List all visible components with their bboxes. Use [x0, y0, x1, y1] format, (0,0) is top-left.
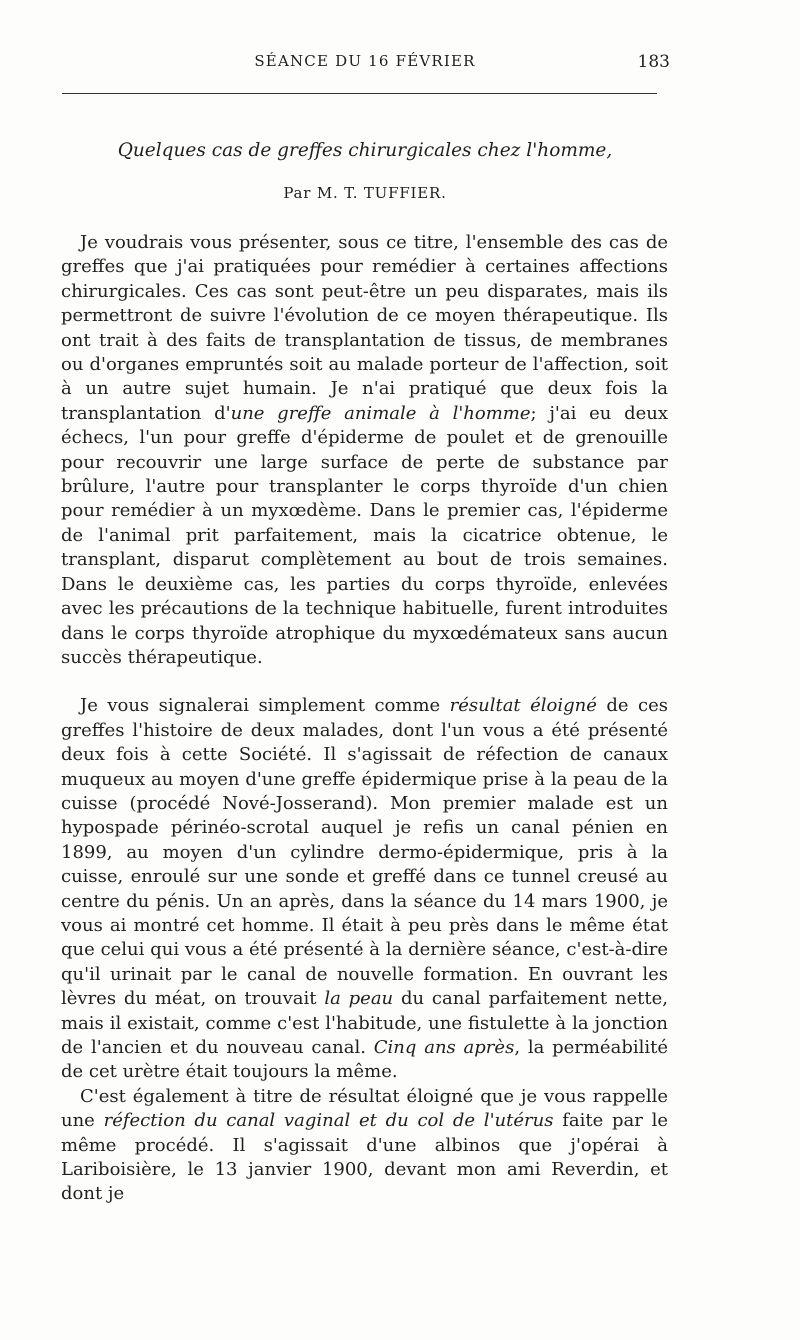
text-run: Je voudrais vous présenter, sous ce titre, l'ensemble des cas de greffes que j'ai pratiquées pour remédier à certaines affections chirurgicales. Ces cas sont peut-être un peu disparates, mais ils permettront de suivre l'évolution de ce moyen thérapeutique. Ils ont trait à des faits de transplantation de tissus, de membranes ou d'organes empruntés soit au malade porteur de l'affection, soit à un autre sujet humain. Je n'ai pratiqué que deux fois la transplantation d'	[61, 232, 668, 424]
text-run: Je vous signalerai simplement comme	[80, 695, 450, 717]
text-run: C'est également à titre de résultat éloigné que je vous rappelle une	[61, 1085, 668, 1132]
text-run: , la perméabilité de cet urètre était toujours la même.	[61, 1037, 668, 1083]
article-body	[61, 231, 668, 1207]
paragraph-1	[61, 231, 668, 670]
running-title: SÉANCE DU 16 FÉVRIER	[254, 52, 476, 70]
paragraph-2	[61, 694, 668, 1085]
italic-run: la peau	[324, 988, 394, 1010]
text-run: de ces greffes l'histoire de deux malades, dont l'un vous a été présenté deux fois à cette Société. Il s'agissait de réfection de canaux muqueux au moyen d'une greffe épidermique prise à la peau de la cuisse (procédé Nové-Josserand). Mon premier malade est un hypospade périnéo-scrotal auquel je refis un canal pénien en 1899, au moyen d'un cylindre dermo-épidermique, pris à la cuisse, enroulé sur une sonde et greffé dans ce tunnel creusé au centre du pénis. Un an après, dans la séance du 14 mars 1900, je vous ai montré cet homme. Il était à peu près dans le même état que celui qui vous a été présenté à la dernière séance, c'est-à-dire qu'il urinait par le canal de nouvelle formation. En ouvrant les lèvres du méat, on trouvait	[61, 695, 668, 1010]
italic-run: réfection du canal vaginal et du col de l'utérus	[103, 1110, 554, 1132]
text-run: faite par le même procédé. Il s'agissait d'une albinos que j'opérai à Lariboisière, le 13 janvier 1900, devant mon ami Reverdin, et dont je	[61, 1110, 668, 1205]
article-title: Quelques cas de greffes chirurgicales chez l'homme,	[117, 140, 613, 161]
page-number: 183	[637, 52, 670, 72]
italic-run: résultat éloigné	[449, 695, 597, 717]
paragraph-3	[61, 1085, 668, 1207]
byline: Par M. T. TUFFIER.	[283, 184, 447, 202]
italic-run: Cinq ans après	[373, 1037, 515, 1058]
running-header	[60, 52, 670, 76]
text-run: ; j'ai eu deux échecs, l'un pour greffe d'épiderme de poulet et de grenouille pour recouvrir une large surface de perte de substance par brûlure, l'autre pour transplanter le corps thyroïde d'un chien pour remédier à un myxœdème. Dans le premier cas, l'épiderme de l'animal prit parfaitement, mais la cicatrice obtenue, le transplant, disparut complètement au bout de trois semaines. Dans le deuxième cas, les parties du corps thyroïde, enlevées avec les précautions de la technique habituelle, furent introduites dans le corps thyroïde atrophique du myxœdémateux sans aucun succès thérapeutique.	[61, 402, 668, 668]
italic-run: une greffe animale à l'homme	[230, 402, 531, 424]
text-run: du canal parfaitement nette, mais il existait, comme c'est l'habitude, une fistulette à la jonction de l'ancien et du nouveau canal.	[61, 988, 668, 1058]
header-rule	[62, 93, 657, 94]
